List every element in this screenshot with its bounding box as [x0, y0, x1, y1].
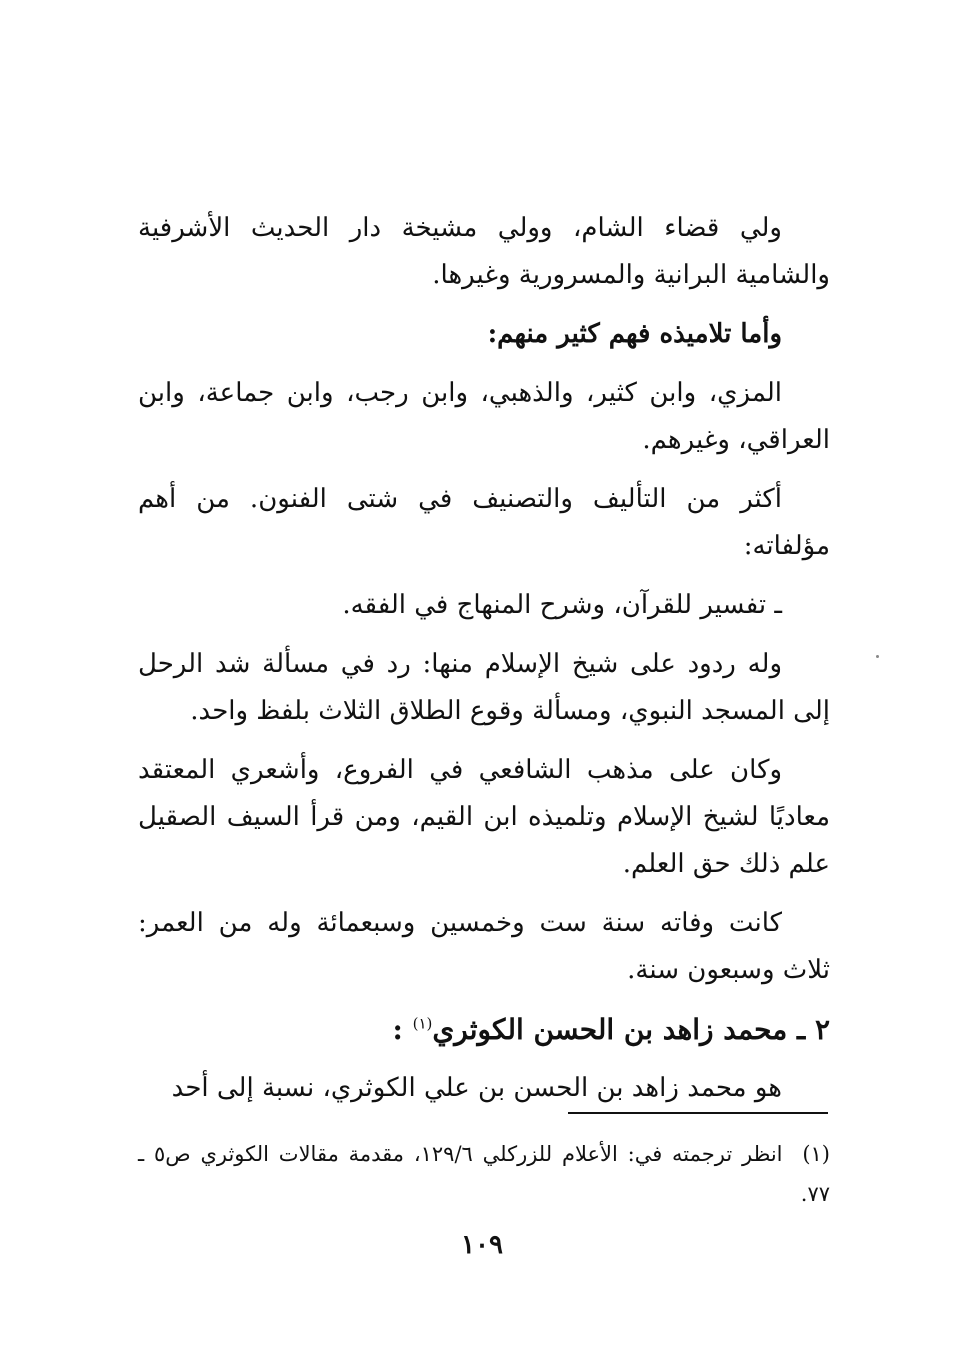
- main-text: [138, 205, 830, 1112]
- paragraph-death: كانت وفاته سنة ست وخمسين وسبعمائة وله من العمر: ثلاث وسبعون سنة.: [138, 908, 830, 985]
- heading-colon: :: [392, 1013, 403, 1046]
- paragraph-students-list: المزي، وابن كثير، والذهبي، وابن رجب، وابن جماعة، وابن العراقي، وغيرهم.: [138, 378, 830, 455]
- paragraph-students-intro: وأما تلاميذه فهم كثير منهم:: [487, 319, 782, 349]
- scan-speck: [876, 655, 879, 658]
- heading-title: ٢ ـ محمد زاهد بن الحسن الكوثري: [432, 1013, 830, 1046]
- footnote-separator: [568, 1112, 828, 1114]
- paragraph-writings: أكثر من التأليف والتصنيف في شتى الفنون. من أهم مؤلفاته:: [138, 484, 830, 561]
- footnote-number: (١): [802, 1142, 830, 1166]
- footnote-ref: (١): [412, 1014, 433, 1033]
- paragraph-appointments: ولي قضاء الشام، وولي مشيخة دار الحديث الأشرفية والشامية البرانية والمسرورية وغيرها.: [138, 213, 830, 290]
- footnote: [138, 1134, 830, 1214]
- paragraph-works: ـ تفسير للقرآن، وشرح المنهاج في الفقه.: [342, 590, 782, 620]
- paragraph-refutations: وله ردود على شيخ الإسلام منها: رد في مسألة شد الرحل إلى المسجد النبوي، ومسألة وقوع الطلاق الثلاث بلفظ واحد.: [138, 649, 830, 726]
- section-heading: [138, 1006, 830, 1053]
- paragraph-biography: هو محمد زاهد بن الحسن بن علي الكوثري، نسبة إلى أحد: [171, 1073, 782, 1103]
- paragraph-madhhab: وكان على مذهب الشافعي في الفروع، وأشعري المعتقد معاديًا لشيخ الإسلام وتلميذه ابن القيم، ومن قرأ السيف الصقيل علم ذلك حق العلم.: [138, 755, 830, 879]
- page-number: ١٠٩: [461, 1230, 503, 1260]
- footnote-text: انظر ترجمته في: الأعلام للزركلي ١٢٩/٦، مقدمة مقالات الكوثري ص٥ ـ ٧٧.: [138, 1142, 830, 1206]
